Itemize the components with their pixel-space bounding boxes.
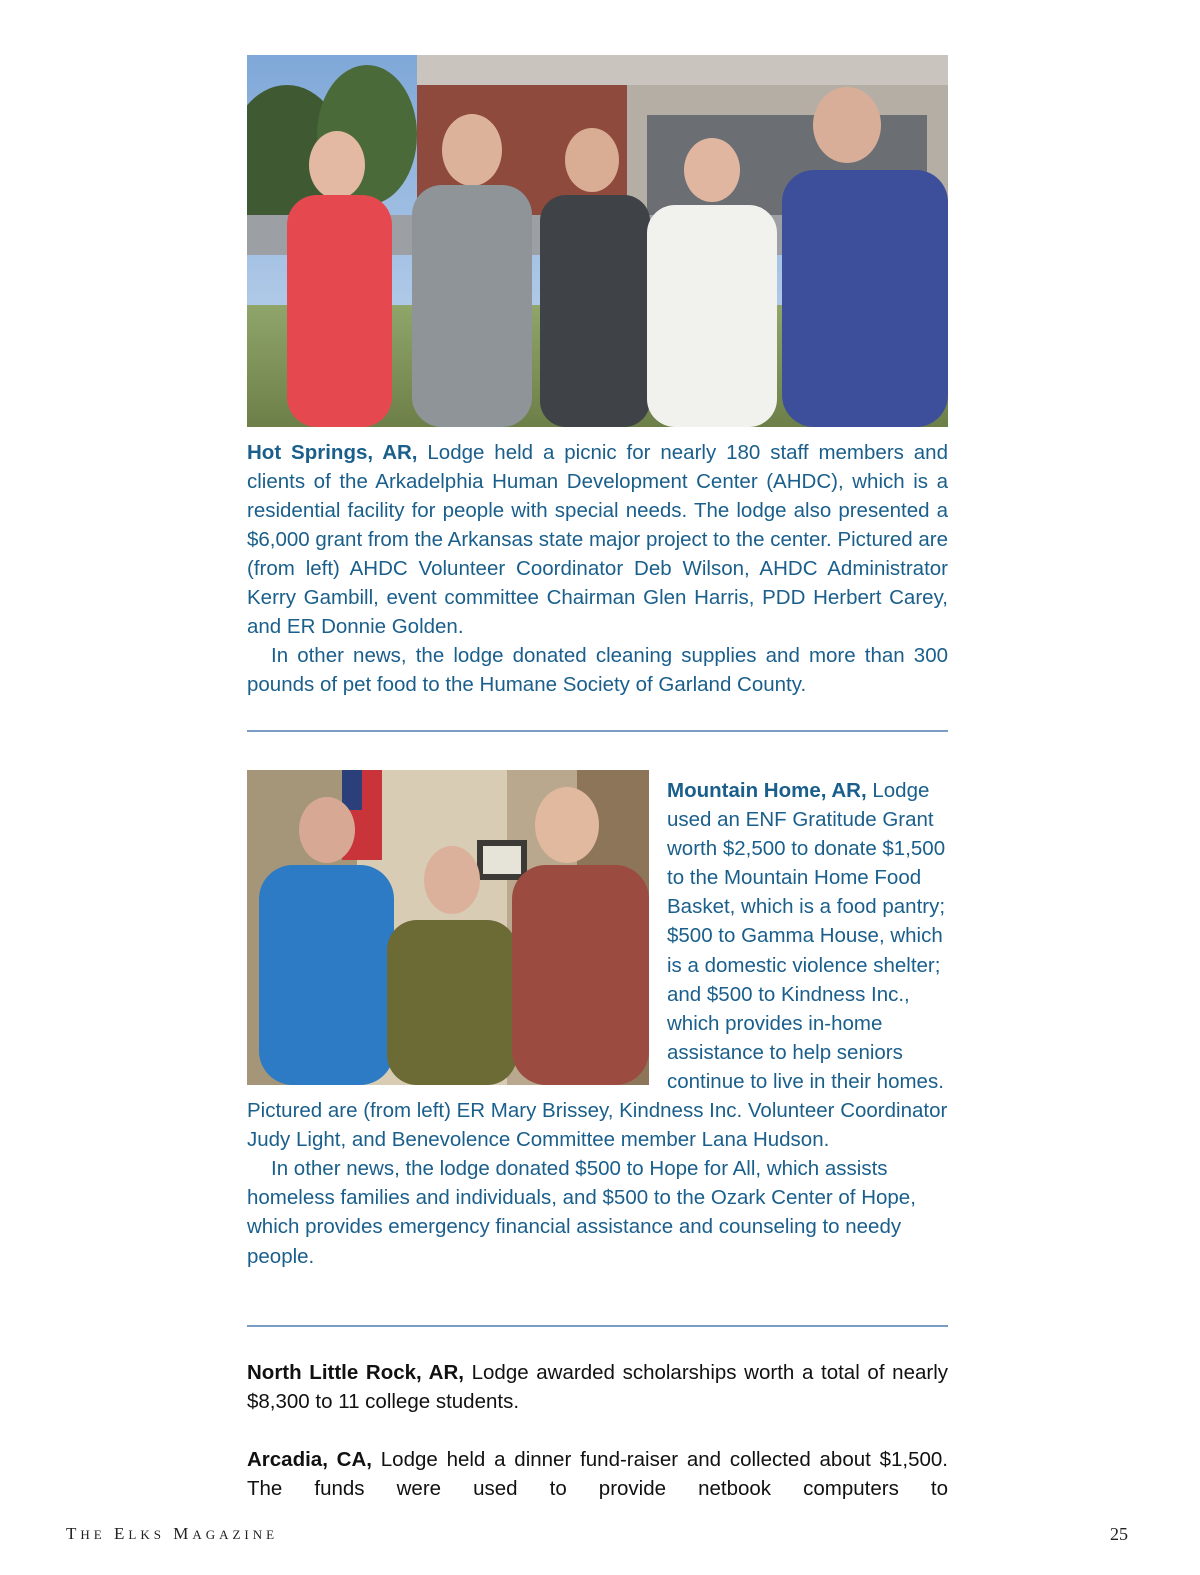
- article-paragraph: In other news, the lodge donated $500 to Hope for All, which assists homeless families and individuals, and $500 to the Ozark Center of Hope, which provides emergency financial assistance and counseling to needy people.: [247, 1157, 916, 1268]
- article-arcadia: [247, 1445, 948, 1503]
- article-mountain-home: [247, 776, 948, 1271]
- article-body: Lodge held a dinner fund-raiser and collected about $1,500. The funds were used to provide netbook computers to: [247, 1448, 948, 1500]
- photo-spacer: [247, 776, 667, 1092]
- article-hot-springs: [247, 438, 948, 699]
- page-number: 25: [1110, 1524, 1128, 1544]
- section-divider: [247, 1325, 948, 1327]
- article-paragraph: In other news, the lodge donated cleaning supplies and more than 300 pounds of pet food to the Humane Society of Garland County.: [247, 644, 948, 696]
- article-body: Lodge awarded scholarships worth a total of nearly $8,300 to 11 college students.: [247, 1361, 949, 1413]
- article-lead: North Little Rock, AR,: [247, 1361, 464, 1384]
- magazine-title: THE ELKS MAGAZINE: [66, 1524, 279, 1543]
- article-lead: Hot Springs, AR,: [247, 441, 418, 464]
- section-divider: [247, 730, 948, 732]
- article-north-little-rock: [247, 1358, 948, 1416]
- article-body: Lodge used an ENF Gratitude Grant worth $2,500 to donate $1,500 to the Mountain Home Food Basket, which is a food pantry; $500 to Gamma House, which is a domestic violence shelter; and $500 to Kindness Inc., which provides in-home assistance to help seniors continue to live in their homes. Pictured are (from left) ER Mary Brissey, Kindness Inc. Volunteer Coordinator Judy Light, and Benevolence Committee member Lana Hudson.: [247, 779, 948, 1152]
- article-lead: Mountain Home, AR,: [667, 779, 867, 802]
- photo-hot-springs-group: [247, 55, 948, 427]
- article-lead: Arcadia, CA,: [247, 1448, 372, 1471]
- article-body: Lodge held a picnic for nearly 180 staff members and clients of the Arkadelphia Human Development Center (AHDC), which is a residential facility for people with special needs. The lodge also presented a $6,000 grant from the Arkansas state major project to the center. Pictured are (from left) AHDC Volunteer Coordinator Deb Wilson, AHDC Administrator Kerry Gambill, event committee Chairman Glen Harris, PDD Herbert Carey, and ER Donnie Golden.: [247, 441, 948, 638]
